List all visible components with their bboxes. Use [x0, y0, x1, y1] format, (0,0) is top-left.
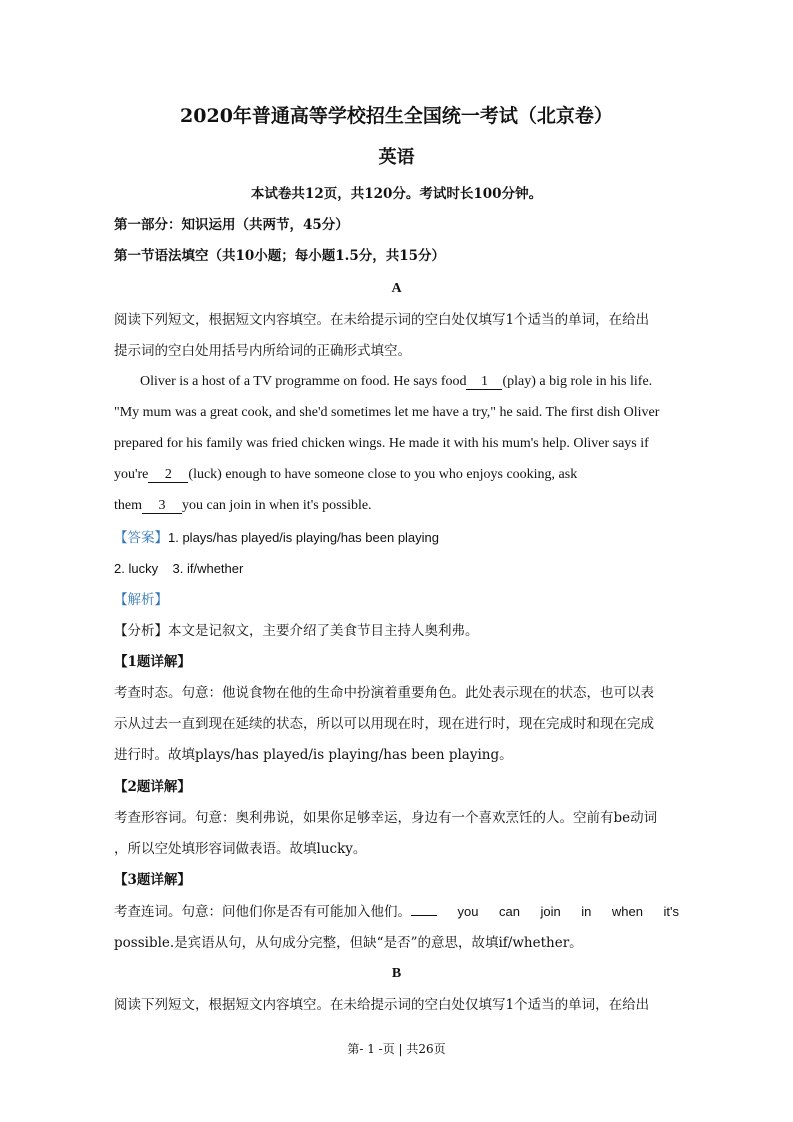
q3-word: when: [611, 904, 643, 919]
part-heading: 第一部分：知识运用（共两节，45分）: [114, 217, 349, 233]
passage-a-instruction-2: 提示词的空白处用括号内所给词的正确形式填空。: [114, 343, 411, 359]
q2-line-1: 考查形容词。句意：奥利弗说，如果你足够幸运，身边有一个喜欢烹饪的人。空前有be动词: [114, 810, 658, 826]
passage-a-instruction-1: 阅读下列短文，根据短文内容填空。在未给提示词的空白处仅填写1个适当的单词，在给出: [114, 312, 650, 328]
exam-title: 2020年普通高等学校招生全国统一考试（北京卷）: [180, 105, 613, 127]
passage-line-5: [114, 497, 372, 515]
passage-line-1: [140, 373, 652, 391]
q3-text: 考查连词。句意：问他们你是否有可能加入他们。: [114, 903, 437, 921]
q1-line-3: 进行时。故填plays/has played/is playing/has been playing。: [114, 747, 513, 763]
q3-blank: [411, 915, 437, 916]
q1-tag: 【1题详解】: [114, 654, 191, 670]
page-footer: 第- 1 -页 | 共26页: [347, 1042, 446, 1056]
blank-2: 2: [148, 468, 188, 483]
q1-line-1: 考查时态。句意：他说食物在他的生命中扮演着重要角色。此处表示现在的状态，也可以表: [114, 685, 654, 701]
q3-word: in: [581, 904, 592, 919]
q3-word: join: [540, 904, 561, 919]
passage-text: (play) a big role in his life.: [502, 374, 653, 389]
q3-tag: 【3题详解】: [114, 872, 191, 888]
q3-line-2: possible.是宾语从句，从句成分完整，但缺“是否”的意思，故填if/whether。: [114, 935, 583, 951]
analysis-tag: 【解析】: [114, 592, 168, 608]
blank-3: 3: [142, 499, 182, 514]
passage-line-4: [114, 466, 577, 484]
passage-b-label: B: [391, 966, 402, 981]
summary-tag: 【分析】: [114, 623, 168, 639]
q2-tag: 【2题详解】: [114, 779, 191, 795]
passage-text: you're: [114, 467, 149, 482]
answer-text: 1. plays/has played/is playing/has been playing: [168, 530, 440, 545]
section-heading: 第一节语法填空（共10小题；每小题1.5分，共15分）: [114, 248, 446, 264]
blank-1: 1: [466, 375, 502, 390]
passage-b-instruction-1: 阅读下列短文，根据短文内容填空。在未给提示词的空白处仅填写1个适当的单词，在给出: [114, 997, 650, 1013]
exam-info: 本试卷共12页，共120分。考试时长100分钟。: [250, 186, 543, 202]
passage-line-3: prepared for his family was fried chicken wings. He made it with his mum's help. Oliver says if: [114, 436, 649, 451]
q3-word: can: [499, 904, 520, 919]
q3-word: it's: [663, 904, 679, 919]
summary-line: [114, 622, 479, 640]
q3-word: you: [457, 904, 479, 919]
q3-line-1: [114, 903, 679, 921]
passage-text: (luck) enough to have someone close to you who enjoys cooking, ask: [188, 467, 578, 482]
passage-text: Oliver is a host of a TV programme on food. He says food: [140, 374, 467, 389]
answer-line-1: [114, 529, 439, 547]
answer-line-2: 2. lucky 3. if/whether: [114, 561, 244, 576]
summary-text: 本文是记叙文，主要介绍了美食节目主持人奥利弗。: [168, 623, 479, 639]
passage-a-label: A: [391, 281, 402, 296]
answer-tag: 【答案】: [114, 530, 168, 546]
passage-line-2: "My mum was a great cook, and she'd sometimes let me have a try," he said. The first dish Oliver: [114, 405, 660, 420]
passage-text: them: [114, 498, 142, 513]
passage-text: you can join in when it's possible.: [182, 498, 372, 513]
q2-line-2: ，所以空处填形容词做表语。故填lucky。: [114, 841, 367, 857]
q1-line-2: 示从过去一直到现在延续的状态，所以可以用现在时，现在进行时，现在完成时和现在完成: [114, 716, 654, 732]
subject-title: 英语: [378, 147, 415, 168]
